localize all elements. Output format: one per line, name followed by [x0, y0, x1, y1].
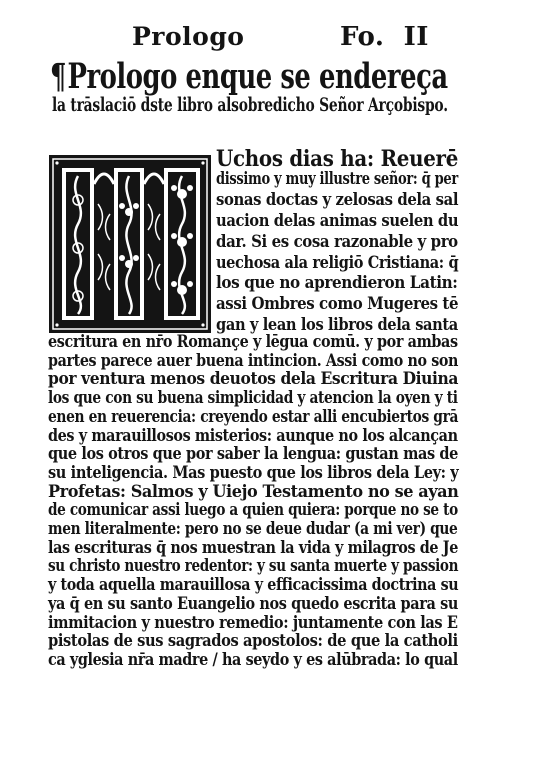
text-line: assi Ombres como Mugeres tē: [216, 294, 459, 315]
folio-number: Fo. II: [340, 22, 429, 52]
text-line: des y marauillosos misterios: aunque no los alcançan: [48, 425, 458, 446]
text-line: por ventura menos deuotos dela Escritura Diuina: [48, 369, 459, 390]
text-line: gan y lean los libros dela santa: [216, 315, 458, 336]
text-line: que los otros que por saber la lengua: gustan mas de: [48, 444, 458, 465]
text-line: uacion delas animas suelen du: [216, 210, 459, 231]
text-line: ca yglesia nr̄a madre / ha seydo y es alūbrada: lo qual: [48, 649, 458, 670]
text-line: pistolas de sus sagrados apostolos: de que la catholi: [48, 631, 458, 652]
text-line: sonas doctas y zelosas dela sal: [216, 189, 459, 210]
decorated-initial-m-image: [48, 154, 212, 334]
running-head: [0, 22, 552, 56]
text-line: su christo nuestro redentor: y su santa muerte y passion: [48, 556, 459, 577]
text-line: y toda aquella marauillosa y efficacissima doctrina su: [48, 575, 459, 596]
text-line: los que no aprendieron Latin:: [216, 273, 458, 294]
decorated-initial-m: [48, 154, 212, 334]
text-line: enen en reuerencia: creyendo estar alli encubiertos grā: [48, 406, 459, 427]
prologue-heading-text: Prologo enque se endereça: [67, 56, 448, 97]
text-line: dissimo y muy illustre señor: q̄ per: [216, 168, 458, 189]
text-line: dar. Si es cosa razonable y pro: [216, 231, 458, 252]
running-head-title: Prologo: [132, 22, 245, 51]
text-line: Uchos dias ha: Reuerē: [216, 146, 459, 172]
prologue-subheading: la trāslaciō dste libro alsobredicho Señor Arçobispo.: [52, 94, 448, 116]
text-line: los que con su buena simplicidad y atencion la oyen y ti: [48, 388, 458, 409]
text-line: las escrituras q̄ nos muestran la vida y milagros de Je: [48, 537, 458, 558]
text-line: escritura en nr̄o Romançe y lēgua comū. y por ambas: [48, 332, 458, 352]
text-line: men literalmente: pero no se deue dudar (a mi ver) que: [48, 519, 458, 539]
text-line: partes parece auer buena intincion. Assi como no son: [48, 350, 459, 371]
text-line: Profetas: Salmos y Uiejo Testamento no se ayan: [48, 481, 459, 502]
pilcrow-mark: ¶: [50, 56, 66, 97]
prologue-heading: [50, 56, 448, 97]
text-line: ya q̄ en su santo Euangelio nos quedo escrita para su: [48, 593, 458, 614]
text-line: uechosa ala religiō Cristiana: q̄: [216, 252, 459, 273]
text-line: su inteligencia. Mas puesto que los libros dela Ley: y: [48, 462, 459, 483]
text-line: de comunicar assi luego a quien quiera: porque no se to: [48, 500, 458, 521]
text-line: immitacion y nuestro remedio: juntamente con las E: [48, 612, 458, 633]
